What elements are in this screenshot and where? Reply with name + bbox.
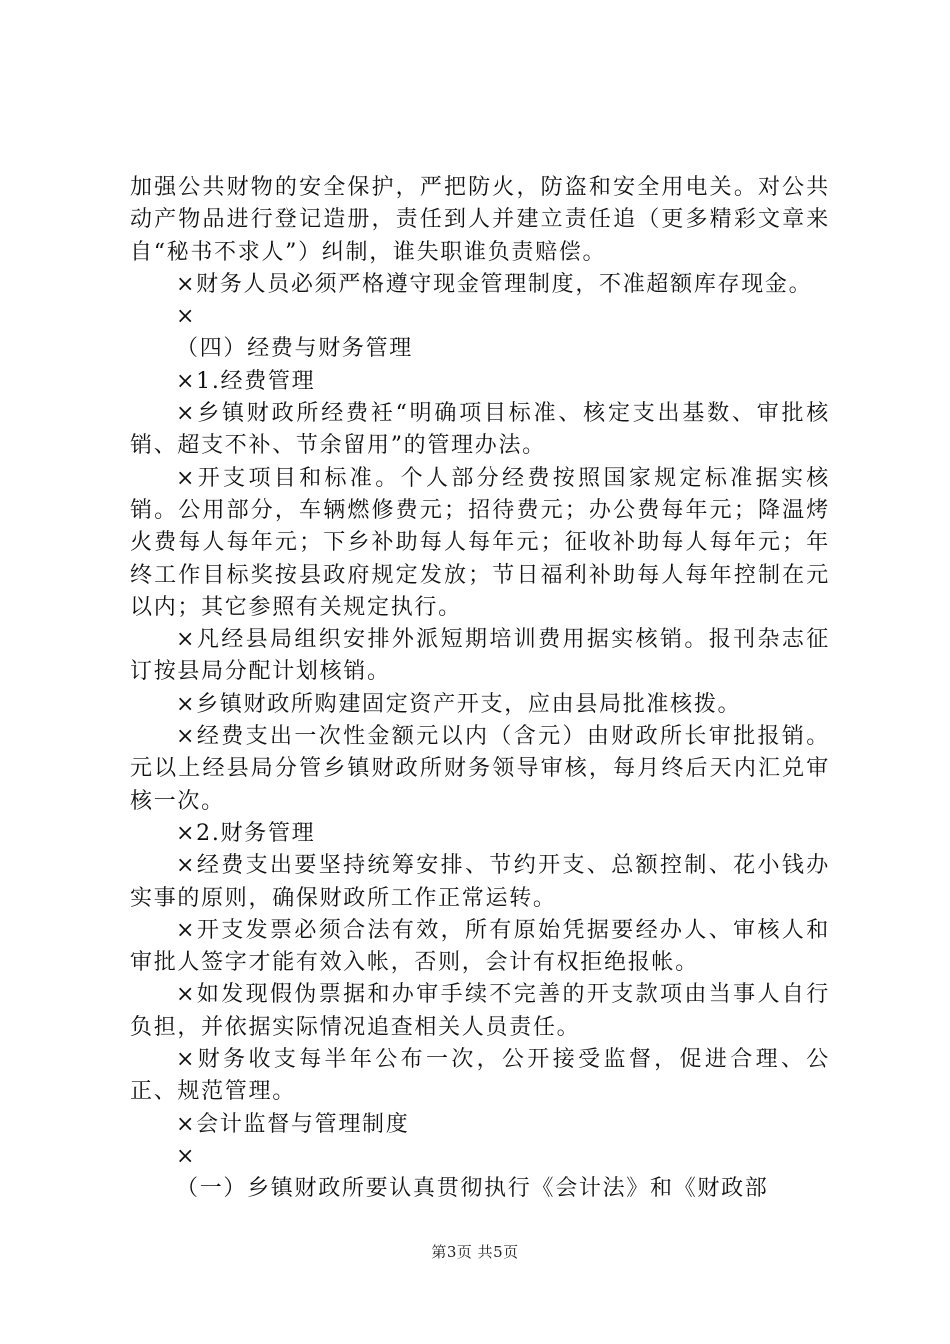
paragraph-fixed-assets: ×乡镇财政所购建固定资产开支，应由县局批准核拨。 xyxy=(176,691,742,717)
page-number-footer: 第3页 共5页 xyxy=(431,1243,519,1261)
subheading-finance-management: ×2.财务管理 xyxy=(176,820,316,846)
paragraph-approval-limits: ×经费支出一次性金额元以内（含元）由财政所长审批报销。元以上经县局分管乡镇财政所财务领导审核，每月终后天内汇兑审核一次。 xyxy=(130,724,830,814)
paragraph-public-disclosure: ×财务收支每半年公布一次，公开接受监督，促进合理、公正、规范管理。 xyxy=(130,1047,830,1105)
paragraph-false-receipts: ×如发现假伪票据和办审手续不完善的开支款项由当事人自行负担，并依据实际情况追查相关人员责任。 xyxy=(130,982,830,1040)
paragraph-marker-2: × xyxy=(176,1143,197,1169)
paragraph-invoice-rules: ×开支发票必须合法有效，所有原始凭据要经办人、审核人和审批人签字才能有效入帐，否则，会计有权拒绝报帐。 xyxy=(130,917,830,976)
paragraph-funding-method: ×乡镇财政所经费衽“明确项目标准、核定支出基数、审批核销、超支不补、节余留用”的管理办法。 xyxy=(130,401,830,459)
document-body xyxy=(130,172,830,1206)
paragraph-marker: × xyxy=(176,304,197,330)
paragraph-training-costs: ×凡经县局组织安排外派短期培训费用据实核销。报刊杂志征订按县局分配计划核销。 xyxy=(130,627,830,685)
subheading-funding-management: ×1.经费管理 xyxy=(176,368,316,394)
paragraph-cash-management: ×财务人员必须严格遵守现金管理制度，不准超额库存现金。 xyxy=(176,271,813,297)
section-heading-funding-finance: （四）经费与财务管理 xyxy=(176,336,414,362)
subheading-accounting-supervision: ×会计监督与管理制度 xyxy=(176,1111,410,1137)
paragraph-safety-continued: 加强公共财物的安全保护，严把防火，防盗和安全用电关。对公共动产物品进行登记造册，责任到人并建立责任追（更多精彩文章来自“秘书不求人”）纠制，谁失职谁负责赔偿。 xyxy=(130,175,830,265)
paragraph-expense-items: ×开支项目和标准。个人部分经费按照国家规定标准据实核销。公用部分，车辆燃修费元；招待费元；办公费每年元；降温烤火费每人每年元；下乡补助每人每年元；征收补助每人每年元；年终工作目标奖按县政府规定发放；节日福利补助每人每年控制在元以内；其它参照有关规定执行。 xyxy=(130,465,830,620)
paragraph-accounting-law: （一）乡镇财政所要认真贯彻执行《会计法》和《财政部 xyxy=(176,1176,769,1202)
paragraph-spending-principles: ×经费支出要坚持统筹安排、节约开支、总额控制、花小钱办实事的原则，确保财政所工作正常运转。 xyxy=(130,853,830,911)
